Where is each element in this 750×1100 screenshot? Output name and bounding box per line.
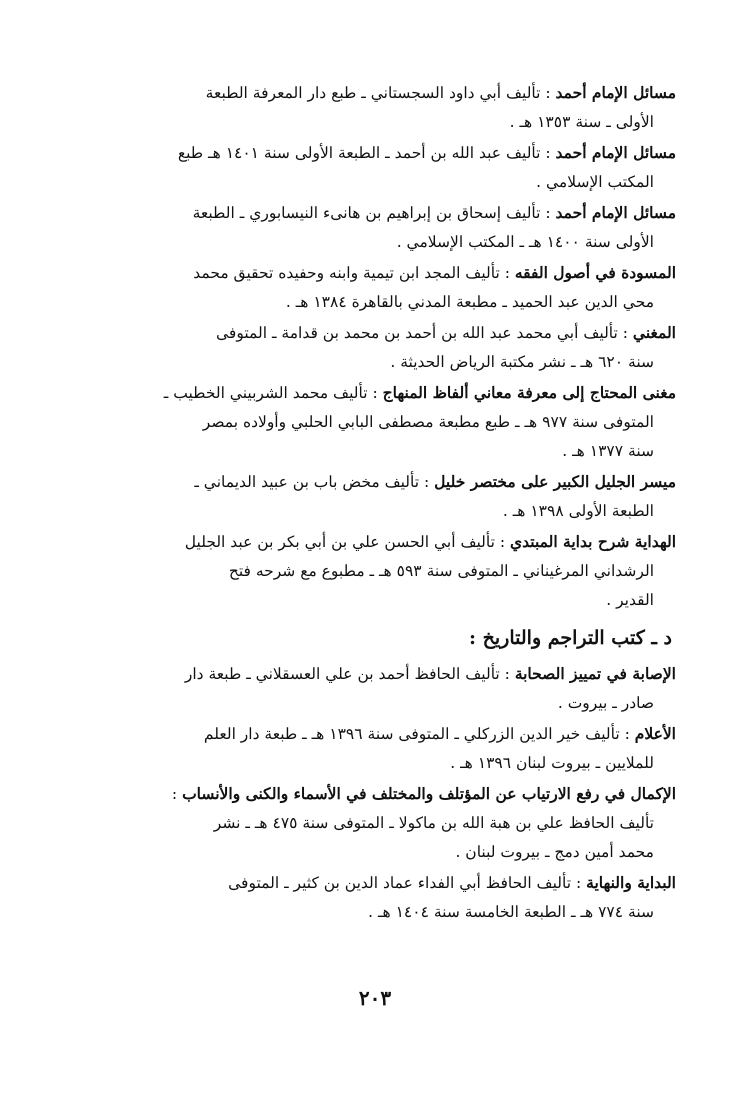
entry-continuation: محمد أمين دمج ـ بيروت لبنان . [455,843,654,861]
bibliography-entry [96,467,676,526]
entry-continuation: للملايين ـ بيروت لبنان ١٣٩٦ هـ . [450,754,654,772]
entry-continuation: الرشداني المرغيناني ـ المتوفى سنة ٥٩٣ هـ ـ مطبوع مع شرحه فتح [228,562,654,580]
entry-continuation: المكتب الإسلامي . [536,173,654,191]
entry-title: الإصابة في تمييز الصحابة [514,664,676,683]
entry-continuation: محي الدين عبد الحميد ـ مطبعة المدني بالقاهرة ١٣٨٤ هـ . [285,293,654,311]
entry-text: : تأليف محمد الشربيني الخطيب ـ [163,384,378,402]
entry-text: : تأليف إسحاق بن إبراهيم بن هانىء النيسابوري ـ الطبعة [192,204,551,222]
bibliography-entry [96,868,676,927]
entry-text: : تأليف مخض باب بن عبيد الديماني ـ [194,473,430,491]
page-body [96,78,676,928]
entry-text: : تأليف أبي داود السجستاني ـ طبع دار المعرفة الطبعة [205,84,551,102]
bibliography-entry [96,779,676,867]
section-heading: د ـ كتب التراجم والتاريخ : [469,627,672,649]
bibliography-entry [96,258,676,317]
bibliography-entry [96,78,676,137]
entry-text: : تأليف أبي الحسن علي بن أبي بكر بن عبد الجليل [184,533,506,551]
entry-title: الهداية شرح بداية المبتدي [510,532,676,551]
entry-continuation: سنة ٦٢٠ هـ ـ نشر مكتبة الرياض الحديثة . [390,353,654,371]
entry-continuation: تأليف الحافظ علي بن هبة الله بن ماكولا ـ المتوفى سنة ٤٧٥ هـ ـ نشر [213,814,654,832]
entry-title: الإكمال في رفع الارتياب عن المؤتلف والمختلف في الأسماء والكنى والأنساب [182,784,676,803]
bibliography-entry [96,659,676,718]
entry-continuation: سنة ٧٧٤ هـ ـ الطبعة الخامسة سنة ١٤٠٤ هـ . [368,903,654,921]
entry-continuation: القدير . [606,591,654,609]
entry-title: الأعلام [634,724,676,743]
entry-title: المسودة في أصول الفقه [514,263,676,282]
entry-title: مسائل الإمام أحمد [555,83,676,102]
entry-text: : تأليف أبي محمد عبد الله بن أحمد بن محمد بن قدامة ـ المتوفى [216,324,628,342]
bibliography-entry [96,318,676,377]
entry-text: : [171,785,178,803]
entry-title: المغني [632,323,676,342]
page-number: ٢٠٣ [358,986,392,1010]
entry-text: : تأليف خير الدين الزركلي ـ المتوفى سنة ١٣٩٦ هـ ـ طبعة دار العلم [203,725,630,743]
entry-text: : تأليف عبد الله بن أحمد ـ الطبعة الأولى سنة ١٤٠١ هـ طبع [177,144,551,162]
entry-title: مغنى المحتاج إلى معرفة معاني ألفاظ المنهاج [382,383,676,402]
entry-continuation: صادر ـ بيروت . [557,694,654,712]
entry-text: : تأليف الحافظ أبي الفداء عماد الدين بن كثير ـ المتوفى [228,874,582,892]
bibliography-entry [96,138,676,197]
bibliography-entry [96,719,676,778]
entry-continuation: المتوفى سنة ٩٧٧ هـ ـ طبع مطبعة مصطفى البابي الحلبي وأولاده بمصر [202,413,654,431]
entry-title: البداية والنهاية [586,873,676,892]
entry-continuation: الأولى سنة ١٤٠٠ هـ ـ المكتب الإسلامي . [396,233,654,251]
entry-text: : تأليف المجد ابن تيمية وابنه وحفيده تحقيق محمد [193,264,510,282]
entry-continuation: الأولى ـ سنة ١٣٥٣ هـ . [509,113,654,131]
bibliography-entry [96,527,676,615]
entry-continuation: سنة ١٣٧٧ هـ . [562,442,654,460]
entry-title: ميسر الجليل الكبير على مختصر خليل [434,472,676,491]
entry-title: مسائل الإمام أحمد [555,143,676,162]
entry-continuation: الطبعة الأولى ١٣٩٨ هـ . [502,502,654,520]
entry-text: : تأليف الحافظ أحمد بن علي العسقلاني ـ طبعة دار [184,665,510,683]
entry-title: مسائل الإمام أحمد [555,203,676,222]
bibliography-entry [96,198,676,257]
bibliography-entry [96,378,676,466]
